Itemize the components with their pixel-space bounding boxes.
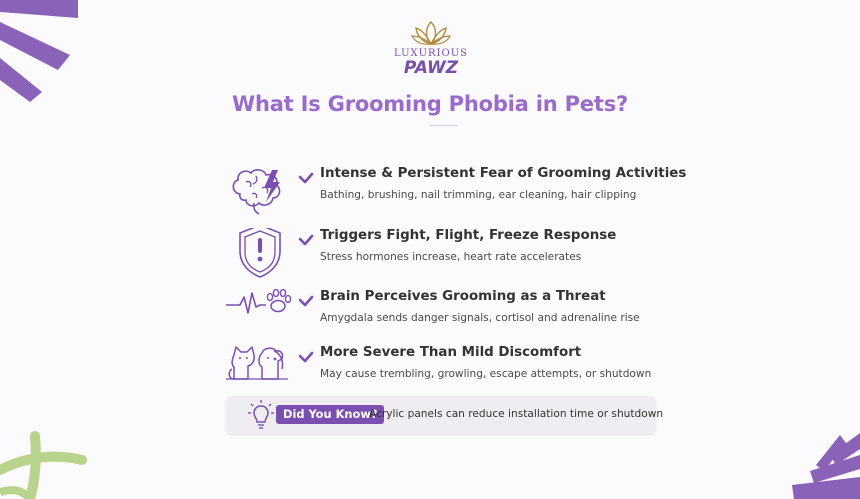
fact-item-2 [226,228,666,278]
corner-decoration-bottom-left [0,430,90,499]
fact-heading: More Severe Than Mild Discomfort [320,345,582,360]
fact-heading: Triggers Fight, Flight, Freeze Response [320,228,617,243]
fact-description: Amygdala sends danger signals, cortisol and adrenaline rise [320,312,640,324]
fact-item-3 [226,289,666,339]
fact-description: Stress hormones increase, heart rate accelerates [320,251,582,263]
fact-heading: Intense & Persistent Fear of Grooming Activities [320,166,687,181]
page-title: What Is Grooming Phobia in Pets? [232,92,628,116]
brand-logo [386,20,476,80]
lotus-icon [411,20,451,48]
title-divider [430,125,458,126]
corner-decoration-bottom-right [780,425,860,499]
cat-dog-icon [226,345,292,395]
lightbulb-icon [248,400,274,430]
did-you-know-bar [226,396,664,434]
did-you-know-label: Did You Know? [276,405,384,424]
brain-lightning-icon [226,166,292,216]
heartbeat-paw-icon [226,289,292,339]
fact-heading: Brain Perceives Grooming as a Threat [320,289,606,304]
fact-description: Bathing, brushing, nail trimming, ear cleaning, hair clipping [320,189,637,201]
logo-text-bottom: PAWZ [403,58,459,78]
logo-text-top: LUXURIOUS [393,48,469,59]
check-icon [298,172,314,184]
check-icon [298,295,314,307]
fact-description: May cause trembling, growling, escape attempts, or shutdown [320,368,652,380]
check-icon [298,351,314,363]
fact-item-4 [226,345,666,395]
fact-item-1 [226,166,687,216]
did-you-know-text: Acrylic panels can reduce installation time or shutdown [369,408,664,420]
shield-alert-icon [226,228,292,278]
check-icon [298,234,314,246]
